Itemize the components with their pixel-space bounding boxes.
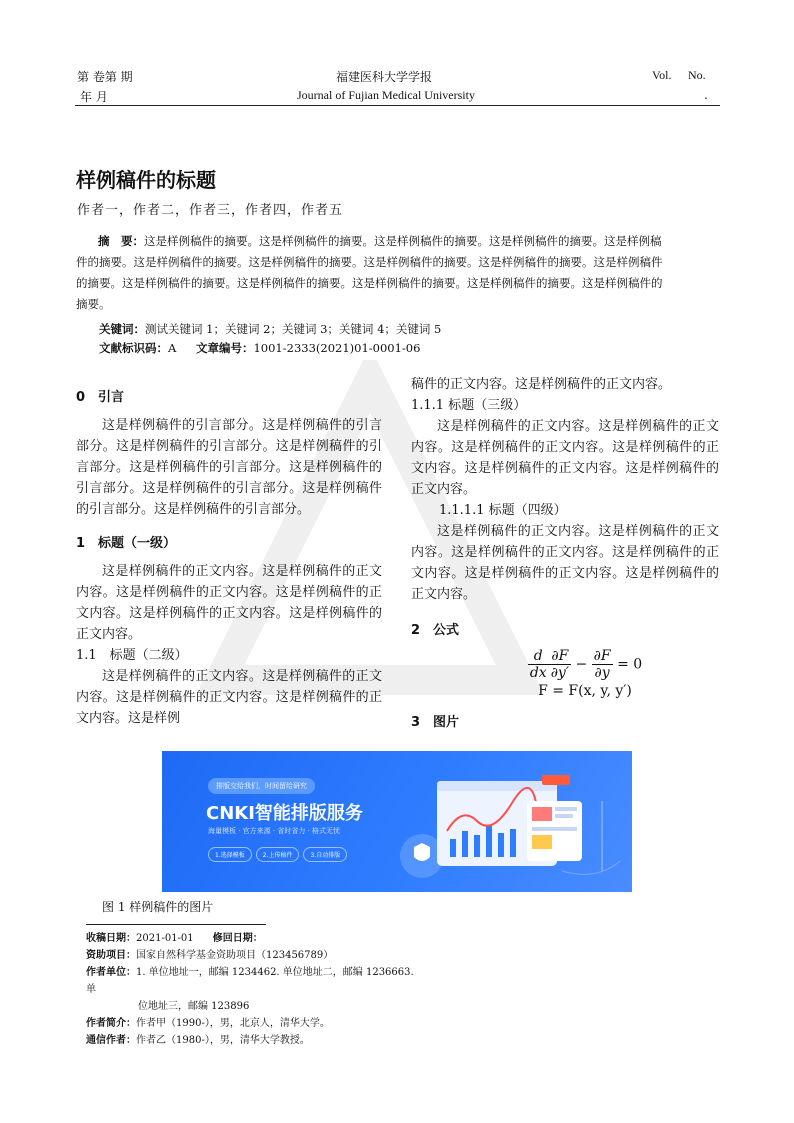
unit-line-2: 位地址三，邮编 123896 <box>138 1001 250 1012</box>
sample-figure <box>162 751 632 892</box>
banner-title: CNKI智能排版服务 <box>206 803 363 824</box>
banner-step-2: 2.上传稿件 <box>256 847 300 862</box>
banner-step-3: 3.自动排版 <box>303 847 347 862</box>
equation-2: F = F(x, y, y′) <box>538 683 632 699</box>
banner-subtitle: 海量模板 · 官方来源 · 省时省力 · 格式无忧 <box>208 827 341 835</box>
section-1-paragraph: 这是样例稿件的正文内容。这是样例稿件的正文内容。这是样例稿件的正文内容。这是样例稿件的正文内容。这是样例稿件的正文内容。这是样例稿件的正文内容。 <box>76 564 382 642</box>
header-issue: 第 卷第 期 <box>77 70 133 84</box>
header-journal-cn: 福建医科大学学报 <box>336 70 433 84</box>
equation-1: $\frac{d}{dx}$ $\frac{\partial F}{\partial y'}$ − $\frac{\partial F}{\partial y}$ = 0 <box>529 648 643 681</box>
subsection-1-1-paragraph: 这是样例稿件的正文内容。这是样例稿件的正文内容。这是样例稿件的正文内容。这是样例稿件的正文内容。这是样例 <box>76 669 382 726</box>
footnote-rule <box>86 924 266 925</box>
article-no-value: 1001-2333(2021)01-0001-06 <box>253 341 421 355</box>
right-column <box>411 374 719 730</box>
subsection-1-1-1-1-heading: 1.1.1.1 标题（四级） <box>439 503 567 518</box>
left-column <box>76 386 382 729</box>
banner-illustration <box>392 761 622 886</box>
doc-code-label: 文献标识码： <box>99 341 168 355</box>
banner-step-1: 1.选择模板 <box>208 847 252 862</box>
header-journal-en: Journal of Fujian Medical University <box>297 88 475 102</box>
keywords-value: 测试关键词 1；关键词 2；关键词 3；关键词 4；关键词 5 <box>145 322 442 336</box>
corresponding-line: 通信作者：作者乙（1980-），男，清华大学教授。 <box>86 1035 310 1046</box>
bio-line: 作者简介：作者甲（1990-），男，北京人，清华大学。 <box>86 1018 330 1029</box>
subsection-1-1-1-paragraph: 这是样例稿件的正文内容。这是样例稿件的正文内容。这是样例稿件的正文内容。这是样例稿件的正文内容。这是样例稿件的正文内容。这是样例稿件的正文内容。 <box>411 419 719 497</box>
continued-paragraph: 稿件的正文内容。这是样例稿件的正文内容。 <box>411 377 672 392</box>
header-period: . <box>704 88 708 102</box>
footnotes <box>86 930 416 1049</box>
doc-code-value: A <box>168 341 177 355</box>
subsection-1-1-heading: 1.1 标题（二级） <box>76 648 188 663</box>
header-date: 年 月 <box>80 90 108 104</box>
article-no-label: 文章编号： <box>195 341 254 355</box>
subsection-1-1-1-1-paragraph: 这是样例稿件的正文内容。这是样例稿件的正文内容。这是样例稿件的正文内容。这是样例稿件的正文内容。这是样例稿件的正文内容。这是样例稿件的正文内容。 <box>411 524 719 602</box>
header-rule <box>75 105 720 106</box>
header-no: No. <box>688 68 706 82</box>
intro-paragraph: 这是样例稿件的引言部分。这是样例稿件的引言部分。这是样例稿件的引言部分。这是样例稿件的引言部分。这是样例稿件的引言部分。这是样例稿件的引言部分。这是样例稿件的引言部分。这是样例稿件的引言部分。这是样例稿件的引言部分。 <box>76 418 382 517</box>
abstract <box>76 231 666 315</box>
section-2-heading: 2 公式 <box>411 623 460 638</box>
received-line: 收稿日期：2021-01-01 修回日期： <box>86 933 263 944</box>
paper-authors: 作者一，作者二，作者三，作者四，作者五 <box>77 203 344 218</box>
header-vol: Vol. <box>652 68 672 82</box>
keywords-line <box>99 321 441 337</box>
unit-line: 作者单位：1. 单位地址一，邮编 1234462. 单位地址二，邮编 1236663. 单 <box>86 967 414 995</box>
section-3-heading: 3 图片 <box>411 715 460 730</box>
doc-code-line <box>99 340 420 356</box>
subsection-1-1-1-heading: 1.1.1 标题（三级） <box>411 398 527 413</box>
abstract-label: 摘 要： <box>98 234 144 248</box>
keywords-label: 关键词： <box>99 322 145 336</box>
banner-tag: 排版交给我们，时间留给研究 <box>208 778 315 794</box>
section-0-heading: 0 引言 <box>76 390 125 405</box>
abstract-text: 这是样例稿件的摘要。这是样例稿件的摘要。这是样例稿件的摘要。这是样例稿件的摘要。这是样例稿件的摘要。这是样例稿件的摘要。这是样例稿件的摘要。这是样例稿件的摘要。这是样例稿件的摘要。这是样例稿件的摘要。这是样例稿件的摘要。这是样例稿件的摘要。这是样例稿件的摘要。这是样例稿件的摘要。这是样例稿件的摘要。 <box>76 234 663 311</box>
fund-line: 资助项目：国家自然科学基金资助项目（123456789） <box>86 950 334 961</box>
paper-title: 样例稿件的标题 <box>76 168 216 192</box>
section-1-heading: 1 标题（一级） <box>76 536 177 551</box>
banner-steps <box>208 847 347 862</box>
figure-caption: 图 1 样例稿件的图片 <box>102 900 214 914</box>
